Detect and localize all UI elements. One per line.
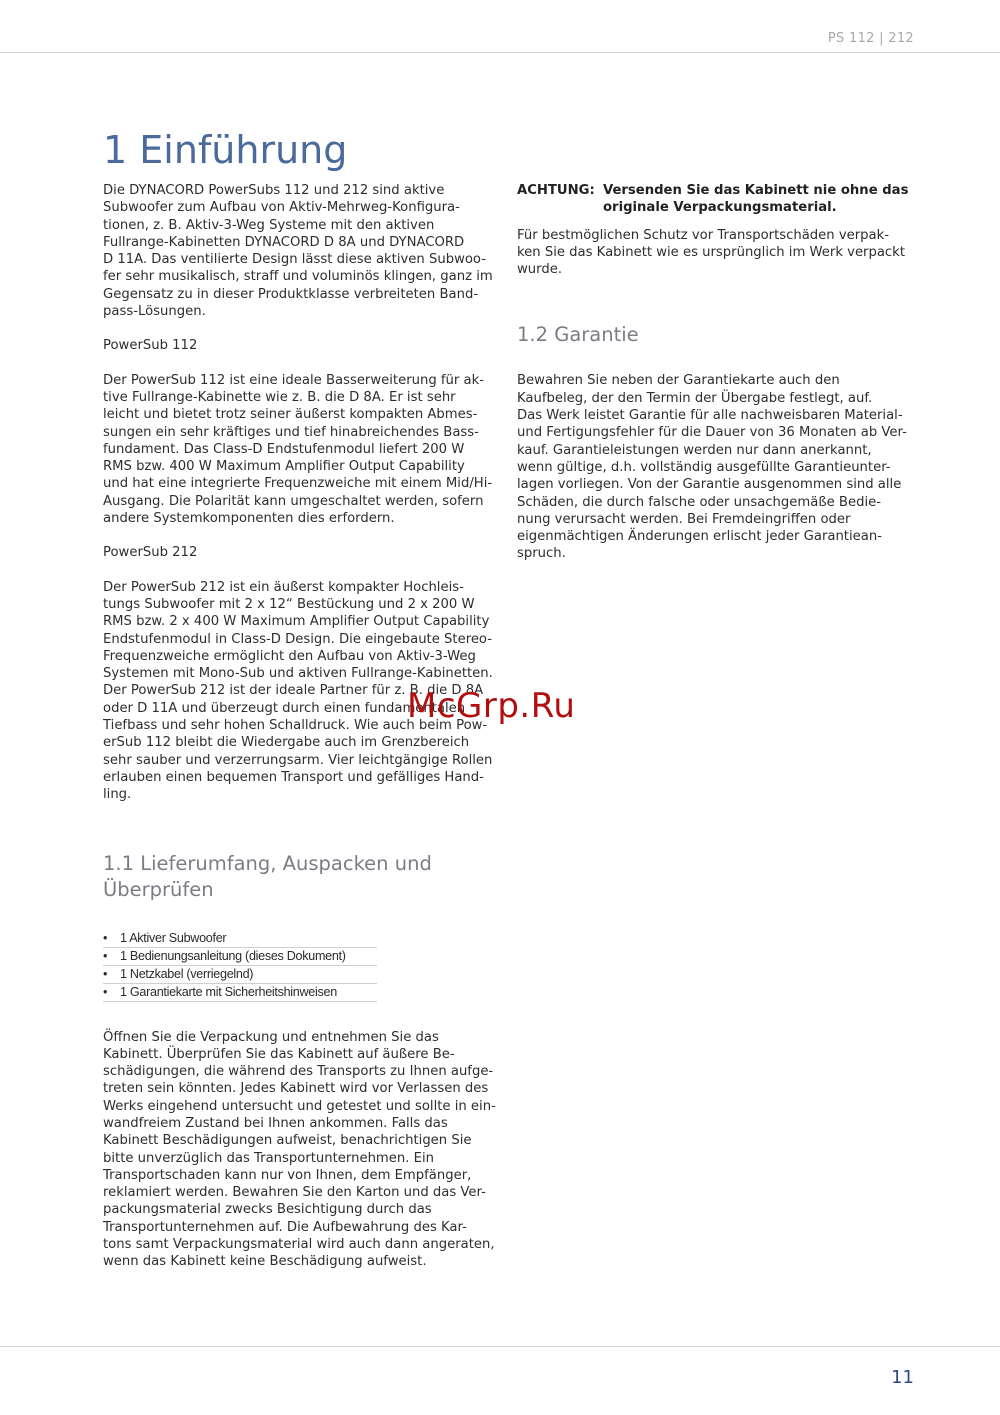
bullet: • bbox=[103, 930, 108, 945]
warning-label: ACHTUNG: bbox=[517, 183, 595, 198]
page-number: 11 bbox=[891, 1367, 914, 1388]
warning-notice bbox=[517, 182, 917, 217]
powersub-112-paragraph: Der PowerSub 112 ist eine ideale Basserweiterung für ak- tive Fullrange-Kabinette wie z. B. die D 8A. Er ist sehr leicht und bietet trotz seiner äußerst kompakten Abmes- sungen ein sehr kräftiges und tief hinabreichendes Bass- fundament. Das Class-D Endstufenmodul liefert 200 W RMS bzw. 400 W Maximum Amplifier Output Capability und hat eine integrierte Frequenzweiche mit einem Mid/Hi- Ausgang. Die Polarität kann umgeschaltet werden, sofern andere Systemkomponenten dies erfordern. bbox=[103, 372, 493, 527]
list-item: • 1 Aktiver Subwoofer bbox=[103, 930, 377, 948]
footer-divider bbox=[0, 1346, 1000, 1347]
powersub-212-paragraph: Der PowerSub 212 ist ein äußerst kompakter Hochleis- tungs Subwoofer mit 2 x 12“ Bestückung und 2 x 200 W RMS bzw. 2 x 400 W Maximum Amplifier Output Capability Endstufenmodul in Class-D Design. Die eingebaute Stereo- Frequenzweiche ermöglicht den Aufbau von Aktiv-3-Weg Systemen mit Mono-Sub und aktiven Fullrange-Kabinetten. Der PowerSub 212 ist der ideale Partner für z. B. die D 8A oder D 11A und überzeugt durch einen fundamentalen Tiefbass und sehr hohen Schalldruck. Wie auch beim Pow- erSub 112 bleibt die Wiedergabe auch im Grenzbereich sehr sauber und verzerrungsarm. Vier leichtgängige Rollen erlauben einen bequemen Transport und gefälliges Hand- ling. bbox=[103, 579, 493, 803]
chapter-title: 1 Einführung bbox=[103, 128, 348, 172]
bullet: • bbox=[103, 948, 108, 963]
section-1-2-title: 1.2 Garantie bbox=[517, 323, 639, 347]
running-head: PS 112 | 212 bbox=[827, 31, 914, 46]
scope-of-delivery-list bbox=[103, 930, 377, 1002]
powersub-212-heading: PowerSub 212 bbox=[103, 545, 198, 561]
intro-paragraph: Die DYNACORD PowerSubs 112 und 212 sind aktive Subwoofer zum Aufbau von Aktiv-Mehrweg-Konfigura- tionen, z. B. Aktiv-3-Weg Systeme mit den aktiven Fullrange-Kabinetten DYNACORD D 8A und DYNACORD D 11A. Das ventilierte Design lässt diese aktiven Subwoo- fer sehr musikalisch, straff und voluminös klingen, ganz im Gegensatz zu in dieser Produktklasse verbreiteten Band- pass-Lösungen. bbox=[103, 183, 493, 320]
header-divider bbox=[0, 52, 1000, 53]
warranty-paragraph: Bewahren Sie neben der Garantiekarte auch den Kaufbeleg, der den Termin der Übergabe festlegt, auf. Das Werk leistet Garantie für alle nachweisbaren Material- und Fertigungsfehler für die Dauer von 36 Monaten ab Ver- kauf. Garantieleistungen werden nur dann anerkannt, wenn gültige, d.h. vollständig ausgefüllte Garantieunter- lagen vorliegen. Von der Garantie ausgenommen sind alle Schäden, die durch falsche oder unsachgemäße Bedie- nung verursacht werden. Bei Fremdeingriffen oder eigenmächtigen Änderungen erlischt jeder Garantiean- spruch. bbox=[517, 373, 907, 562]
powersub-112-heading: PowerSub 112 bbox=[103, 338, 198, 354]
list-item: • 1 Netzkabel (verriegelnd) bbox=[103, 966, 377, 984]
transport-paragraph: Für bestmöglichen Schutz vor Transportschäden verpak- ken Sie das Kabinett wie es ursprünglich im Werk verpackt wurde. bbox=[517, 227, 905, 278]
list-item: • 1 Bedienungsanleitung (dieses Dokument) bbox=[103, 948, 377, 966]
section-1-1-title: 1.1 Lieferumfang, Auspacken und Überprüfen bbox=[103, 851, 432, 901]
list-item: • 1 Garantiekarte mit Sicherheitshinweisen bbox=[103, 984, 377, 1002]
left-column bbox=[103, 182, 503, 1271]
watermark: McGrp.Ru bbox=[407, 686, 576, 726]
right-column bbox=[517, 182, 917, 563]
bullet: • bbox=[103, 966, 108, 981]
unpacking-paragraph: Öffnen Sie die Verpackung und entnehmen Sie das Kabinett. Überprüfen Sie das Kabinett auf äußere Be- schädigungen, die während des Transports zu Ihnen aufge- treten sein könnten. Jedes Kabinett wird vor Verlassen des Werks eingehend untersucht und getestet und sollte in ein- wandfreiem Zustand bei Ihnen ankommen. Falls das Kabinett Beschädigungen aufweist, benachrichtigen Sie bitte unverzüglich das Transportunternehmen. Ein Transportschaden kann nur von Ihnen, dem Empfänger, reklamiert werden. Bewahren Sie den Karton und das Ver- packungsmaterial zwecks Besichtigung durch das Transportunternehmen auf. Die Aufbewahrung des Kar- tons samt Verpackungsmaterial wird auch dann angeraten, wenn das Kabinett keine Beschädigung aufweist. bbox=[103, 1029, 496, 1270]
bullet: • bbox=[103, 984, 108, 999]
warning-text: Versenden Sie das Kabinett nie ohne das originale Verpackungsmaterial. bbox=[603, 183, 909, 216]
